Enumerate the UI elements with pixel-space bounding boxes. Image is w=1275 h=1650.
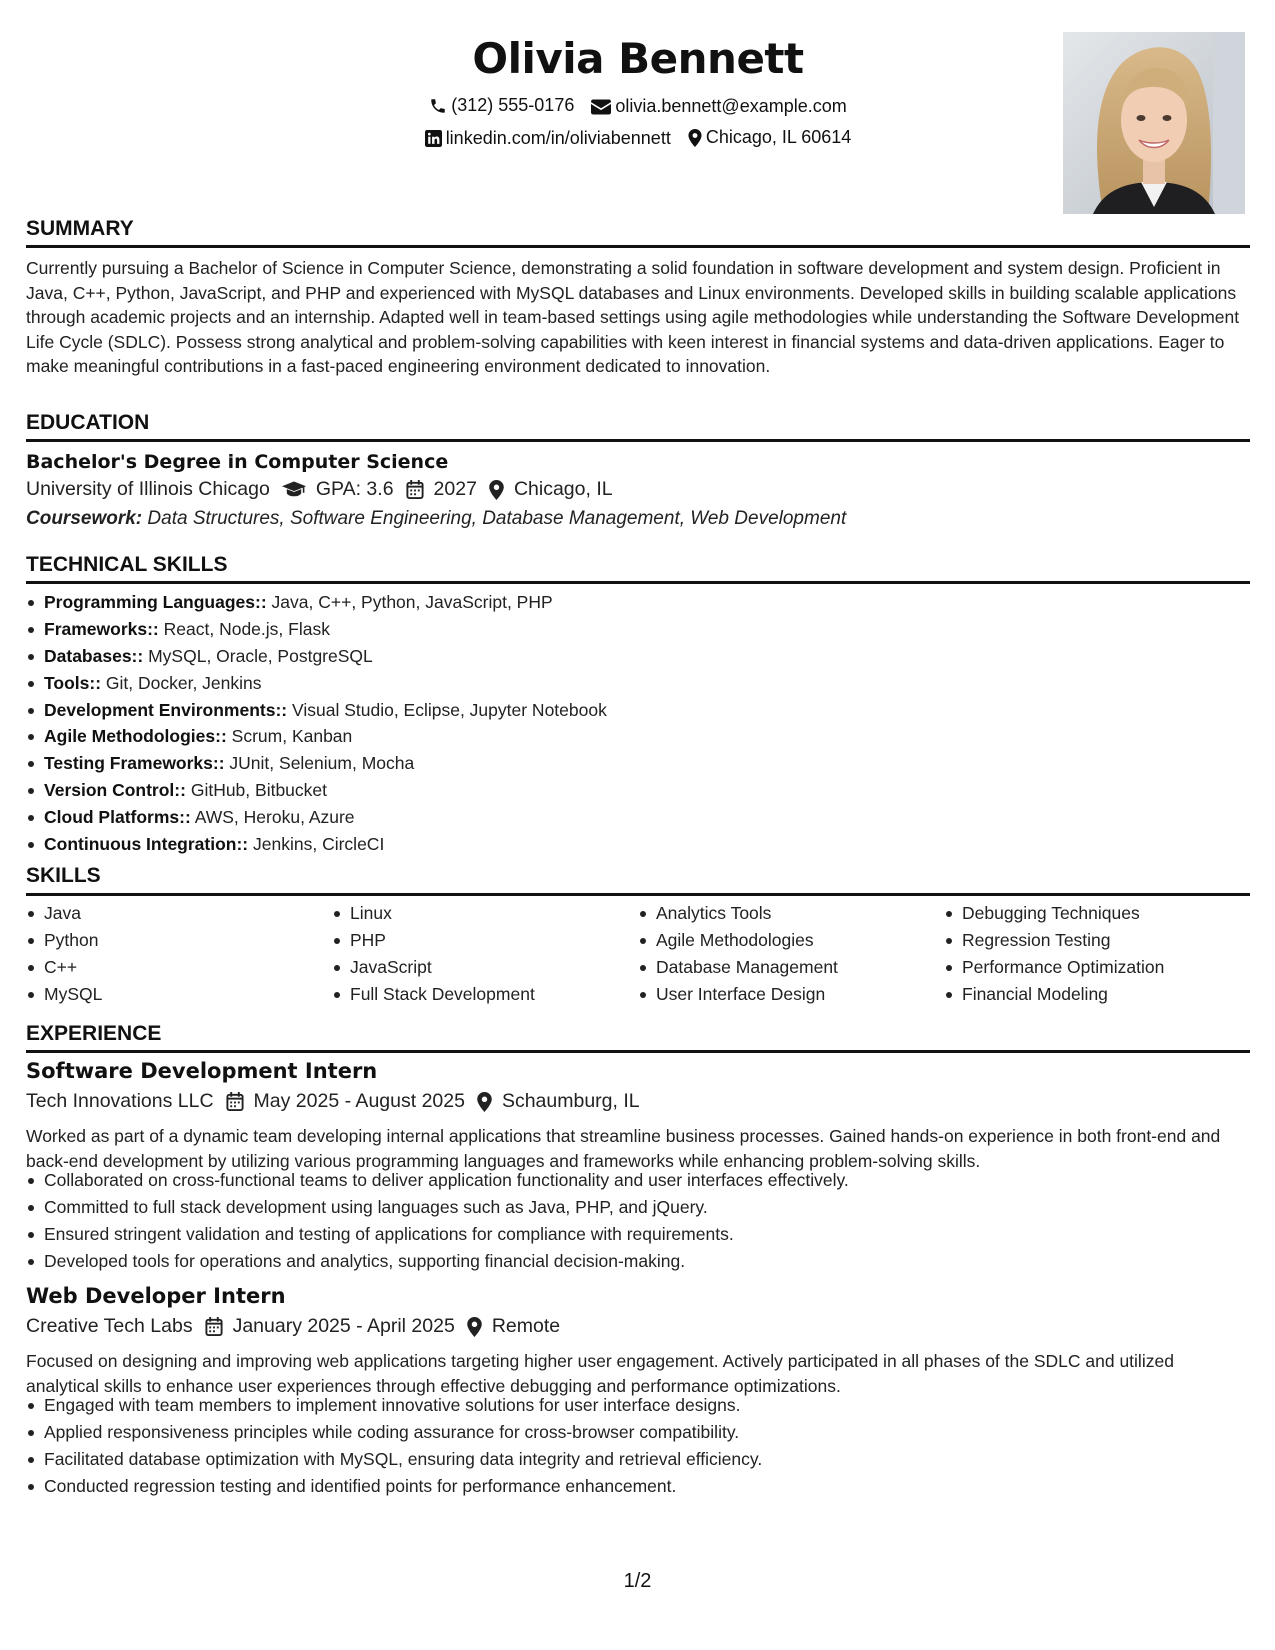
list-item: Agile Methodologies [638, 927, 838, 954]
experience-divider [26, 1050, 1250, 1053]
phone-number: (312) 555-0176 [451, 95, 575, 115]
page-number: 1/2 [623, 1570, 652, 1592]
skills-grid [26, 900, 1250, 1010]
company-name: Creative Tech Labs [26, 1315, 193, 1337]
email-contact[interactable] [591, 96, 846, 117]
map-pin-icon [489, 480, 504, 500]
resume-header [26, 34, 1250, 214]
job-description: Worked as part of a dynamic team developing internal applications that streamline business processes. Gained hands-on experience in both front-end and back-end development by utilizing various programming languages and frameworks while enhancing problem-solving skills. [26, 1126, 1221, 1171]
skills-column-3 [638, 900, 838, 1008]
experience-heading: EXPERIENCE [26, 1022, 162, 1045]
list-item: Performance Optimization [944, 954, 1164, 981]
phone-icon [429, 97, 447, 115]
list-item: Tools:: Git, Docker, Jenkins [26, 670, 607, 697]
coursework-list: Data Structures, Software Engineering, Database Management, Web Development [147, 508, 847, 529]
job-meta [26, 1090, 640, 1113]
company-name: Tech Innovations LLC [26, 1090, 214, 1112]
calendar-icon [406, 480, 424, 499]
list-item: Developed tools for operations and analytics, supporting financial decision-making. [26, 1248, 849, 1275]
linkedin-icon [425, 130, 442, 147]
gpa-value: GPA: 3.6 [315, 478, 394, 500]
list-item: Version Control:: GitHub, Bitbucket [26, 777, 607, 804]
skills-column-4 [944, 900, 1164, 1008]
technical-skills-heading: TECHNICAL SKILLS [26, 553, 228, 576]
list-item: Python [26, 927, 102, 954]
location-contact [688, 127, 851, 148]
list-item: Regression Testing [944, 927, 1164, 954]
job-bullets [26, 1392, 762, 1500]
list-item: Frameworks:: React, Node.js, Flask [26, 616, 607, 643]
list-item: Engaged with team members to implement innovative solutions for user interface designs. [26, 1392, 762, 1419]
email-address[interactable]: olivia.bennett@example.com [615, 96, 847, 116]
skills-heading: SKILLS [26, 864, 101, 887]
job-dates: May 2025 - August 2025 [253, 1090, 465, 1112]
list-item: Conducted regression testing and identified points for performance enhancement. [26, 1473, 762, 1500]
list-item: Databases:: MySQL, Oracle, PostgreSQL [26, 643, 607, 670]
education-meta [26, 478, 613, 501]
calendar-icon [226, 1092, 244, 1111]
list-item: Debugging Techniques [944, 900, 1164, 927]
education-heading: EDUCATION [26, 411, 150, 434]
linkedin-contact[interactable] [425, 128, 671, 149]
list-item: Full Stack Development [332, 981, 535, 1008]
profile-photo-illustration [1063, 32, 1245, 214]
coursework-line [26, 508, 846, 530]
list-item: Database Management [638, 954, 838, 981]
graduation-year: 2027 [433, 478, 477, 500]
candidate-name: Olivia Bennett [472, 34, 804, 83]
list-item: Cloud Platforms:: AWS, Heroku, Azure [26, 804, 607, 831]
list-item: Collaborated on cross-functional teams to deliver application functionality and user interfaces effectively. [26, 1167, 849, 1194]
list-item: Testing Frameworks:: JUnit, Selenium, Mocha [26, 750, 607, 777]
list-item: MySQL [26, 981, 102, 1008]
skills-divider [26, 893, 1250, 896]
job-title: Web Developer Intern [26, 1284, 286, 1308]
map-pin-icon [477, 1092, 492, 1112]
coursework-label: Coursework: [26, 508, 143, 529]
list-item: Agile Methodologies:: Scrum, Kanban [26, 723, 607, 750]
job-description: Focused on designing and improving web applications targeting higher user engagement. Actively participated in all phases of the SDLC and utilized analytical skills to enhance user experiences through effective debugging and performance optimizations. [26, 1351, 1174, 1396]
degree-title: Bachelor's Degree in Computer Science [26, 451, 449, 473]
list-item: Analytics Tools [638, 900, 838, 927]
list-item: Applied responsiveness principles while coding assurance for cross-browser compatibility. [26, 1419, 762, 1446]
job-location: Remote [491, 1315, 561, 1337]
graduation-cap-icon [282, 481, 306, 498]
map-pin-icon [467, 1317, 482, 1337]
education-location: Chicago, IL [513, 478, 613, 500]
summary-text: Currently pursuing a Bachelor of Science in Computer Science, demonstrating a solid foundation in software development and system design. Proficient in Java, C++, Python, JavaScript, and PHP and experienced with MySQL databases and Linux environments. Developed skills in building scalable applications through academic projects and an internship. Adapted well in team-based settings using agile methodologies while understanding the Software Development Life Cycle (SDLC). Possess strong analytical and problem-solving capabilities with keen interest in financial systems and data-driven applications. Eager to make meaningful contributions in a fast-paced engineering environment dedicated to innovation. [26, 258, 1240, 376]
education-divider [26, 439, 1250, 442]
skills-column-2 [332, 900, 535, 1008]
list-item: Java [26, 900, 102, 927]
skills-column-1 [26, 900, 102, 1008]
technical-skills-divider [26, 581, 1250, 584]
job-title: Software Development Intern [26, 1059, 378, 1083]
list-item: Linux [332, 900, 535, 927]
calendar-icon [205, 1317, 223, 1336]
linkedin-url[interactable]: linkedin.com/in/oliviabennett [445, 127, 671, 148]
location-text: Chicago, IL 60614 [705, 127, 852, 147]
list-item: User Interface Design [638, 981, 838, 1008]
job-dates: January 2025 - April 2025 [232, 1315, 455, 1337]
phone-contact [429, 95, 574, 116]
job-location: Schaumburg, IL [501, 1090, 640, 1112]
list-item: C++ [26, 954, 102, 981]
summary-divider [26, 245, 1250, 248]
profile-photo [1063, 32, 1245, 214]
technical-skills-list [26, 589, 607, 858]
list-item: Programming Languages:: Java, C++, Python, JavaScript, PHP [26, 589, 607, 616]
map-pin-icon [688, 129, 702, 147]
list-item: Continuous Integration:: Jenkins, CircleCI [26, 831, 607, 858]
job-bullets [26, 1167, 849, 1275]
list-item: Financial Modeling [944, 981, 1164, 1008]
list-item: Facilitated database optimization with MySQL, ensuring data integrity and retrieval efficiency. [26, 1446, 762, 1473]
list-item: JavaScript [332, 954, 535, 981]
envelope-icon [591, 99, 611, 115]
summary-heading: SUMMARY [26, 217, 134, 240]
list-item: PHP [332, 927, 535, 954]
list-item: Ensured stringent validation and testing of applications for compliance with requirements. [26, 1221, 849, 1248]
school-name: University of Illinois Chicago [26, 478, 270, 500]
list-item: Development Environments:: Visual Studio, Eclipse, Jupyter Notebook [26, 697, 607, 724]
list-item: Committed to full stack development using languages such as Java, PHP, and jQuery. [26, 1194, 849, 1221]
job-meta [26, 1315, 560, 1338]
